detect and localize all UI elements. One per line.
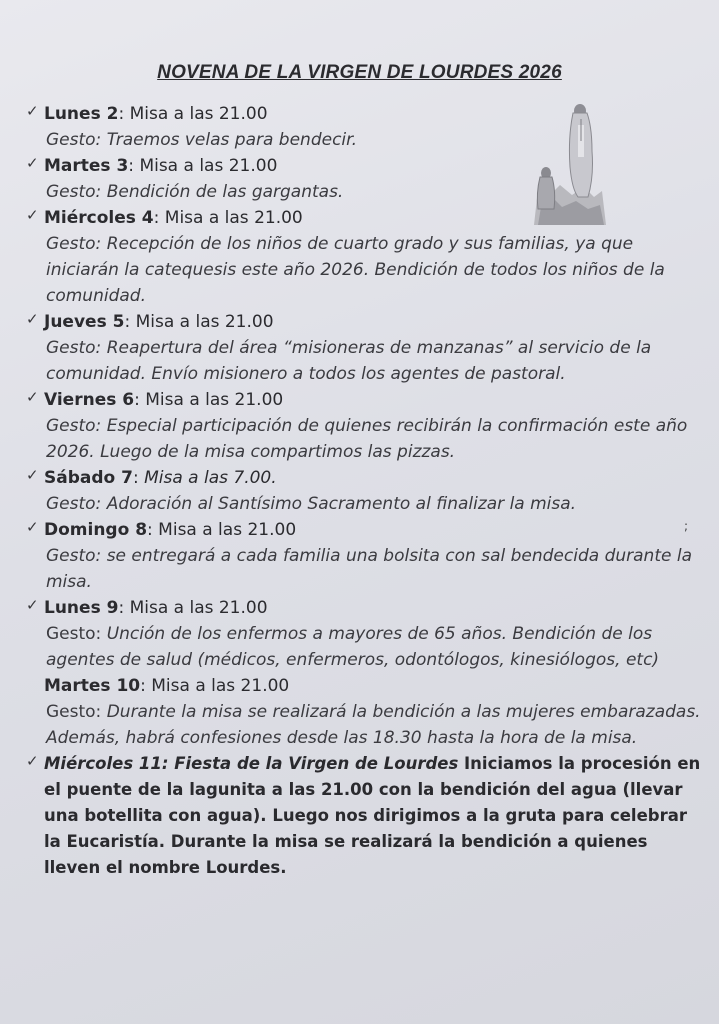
check-icon: ✓ — [26, 388, 39, 406]
final-paragraph: Miércoles 11: Fiesta de la Virgen de Lourdes Iniciamos la procesión en el puente de la lagunita a las 21.00 con la bendición del agua (llevar una botellita con agua). Luego nos dirigimos a la gruta para celebrar la Eucaristía. Durante la misa se realizará la bendición a quienes lleven el nombre Lourdes. — [44, 754, 701, 877]
list-item — [26, 153, 698, 205]
misa-time: Misa a las 21.00 — [129, 598, 268, 618]
entry-heading: Domingo 8: Misa a las 21.00 — [44, 520, 297, 540]
day-label: Sábado 7 — [44, 468, 133, 488]
misa-time: Misa a las 7.00. — [144, 468, 277, 488]
gesto-text: Gesto: Reapertura del área “misioneras de manzanas” al servicio de la comunidad. Envío misionero a todos los agentes de pastoral. — [46, 338, 652, 384]
day-label: Lunes 9 — [44, 598, 119, 618]
gesto-text: Gesto: Unción de los enfermos a mayores de 65 años. Bendición de los agentes de salud (médicos, enfermeros, odontólogos, kinesiólogos, etc) — [46, 624, 660, 670]
gesto-text: Gesto: Adoración al Santísimo Sacramento al finalizar la misa. — [46, 494, 577, 514]
list-item — [26, 309, 698, 387]
check-icon: ✓ — [26, 154, 39, 172]
check-icon: ✓ — [26, 310, 39, 328]
list-item — [26, 101, 698, 153]
misa-time: Misa a las 21.00 — [139, 156, 278, 176]
speck-mark: ; — [684, 519, 689, 533]
check-icon: ✓ — [26, 596, 39, 614]
entry-heading: Jueves 5: Misa a las 21.00 — [44, 312, 274, 332]
misa-time: Misa a las 21.00 — [158, 520, 297, 540]
day-label: Lunes 2 — [44, 104, 119, 124]
day-label: Viernes 6 — [44, 390, 135, 410]
list-item-final — [26, 751, 701, 881]
fiesta-heading: Miércoles 11: Fiesta de la Virgen de Lourdes — [44, 754, 459, 773]
check-icon: ✓ — [26, 206, 39, 224]
gesto-text: Gesto: Traemos velas para bendecir. — [46, 130, 357, 150]
list-item — [26, 205, 698, 309]
schedule-list — [26, 101, 701, 881]
gesto-text: Gesto: se entregará a cada familia una bolsita con sal bendecida durante la misa. — [46, 546, 692, 592]
list-item — [26, 595, 698, 673]
check-icon: ✓ — [26, 752, 39, 770]
check-icon: ✓ — [26, 102, 39, 120]
gesto-text: Gesto: Bendición de las gargantas. — [46, 182, 344, 202]
day-label: Domingo 8 — [44, 520, 148, 540]
list-item — [26, 673, 701, 751]
misa-time: Misa a las 21.00 — [129, 104, 268, 124]
day-label: Martes 3 — [44, 156, 129, 176]
misa-time: Misa a las 21.00 — [145, 390, 284, 410]
day-label: Miércoles 4 — [44, 208, 154, 228]
check-icon: ✓ — [26, 466, 39, 484]
gesto-text: Gesto: Especial participación de quienes recibirán la confirmación este año 2026. Luego de la misa compartimos las pizzas. — [46, 416, 688, 462]
list-item — [26, 387, 698, 465]
day-label: Martes 10 — [44, 676, 141, 696]
entry-heading: Martes 3: Misa a las 21.00 — [44, 156, 278, 176]
entry-heading: Lunes 9: Misa a las 21.00 — [44, 598, 268, 618]
list-item — [26, 465, 698, 517]
check-icon: ✓ — [26, 518, 39, 536]
misa-time: Misa a las 21.00 — [151, 676, 290, 696]
misa-time: Misa a las 21.00 — [135, 312, 274, 332]
entry-heading: Martes 10: Misa a las 21.00 — [44, 676, 290, 696]
day-label: Jueves 5 — [44, 312, 125, 332]
entry-heading: Miércoles 4: Misa a las 21.00 — [44, 208, 303, 228]
list-item — [26, 517, 698, 595]
entry-heading: Sábado 7: Misa a las 7.00. — [44, 468, 277, 488]
page-title: NOVENA DE LA VIRGEN DE LOURDES 2026 — [157, 62, 562, 83]
entry-heading: Lunes 2: Misa a las 21.00 — [44, 104, 268, 124]
entry-heading: Viernes 6: Misa a las 21.00 — [44, 390, 284, 410]
gesto-text: Gesto: Recepción de los niños de cuarto grado y sus familias, ya que iniciarán la catequesis este año 2026. Bendición de todos los niños de la comunidad. — [46, 234, 665, 306]
misa-time: Misa a las 21.00 — [164, 208, 303, 228]
gesto-text: Gesto: Durante la misa se realizará la bendición a las mujeres embarazadas. Además, habrá confesiones desde las 18.30 hasta la hora de la misa. — [46, 702, 701, 748]
